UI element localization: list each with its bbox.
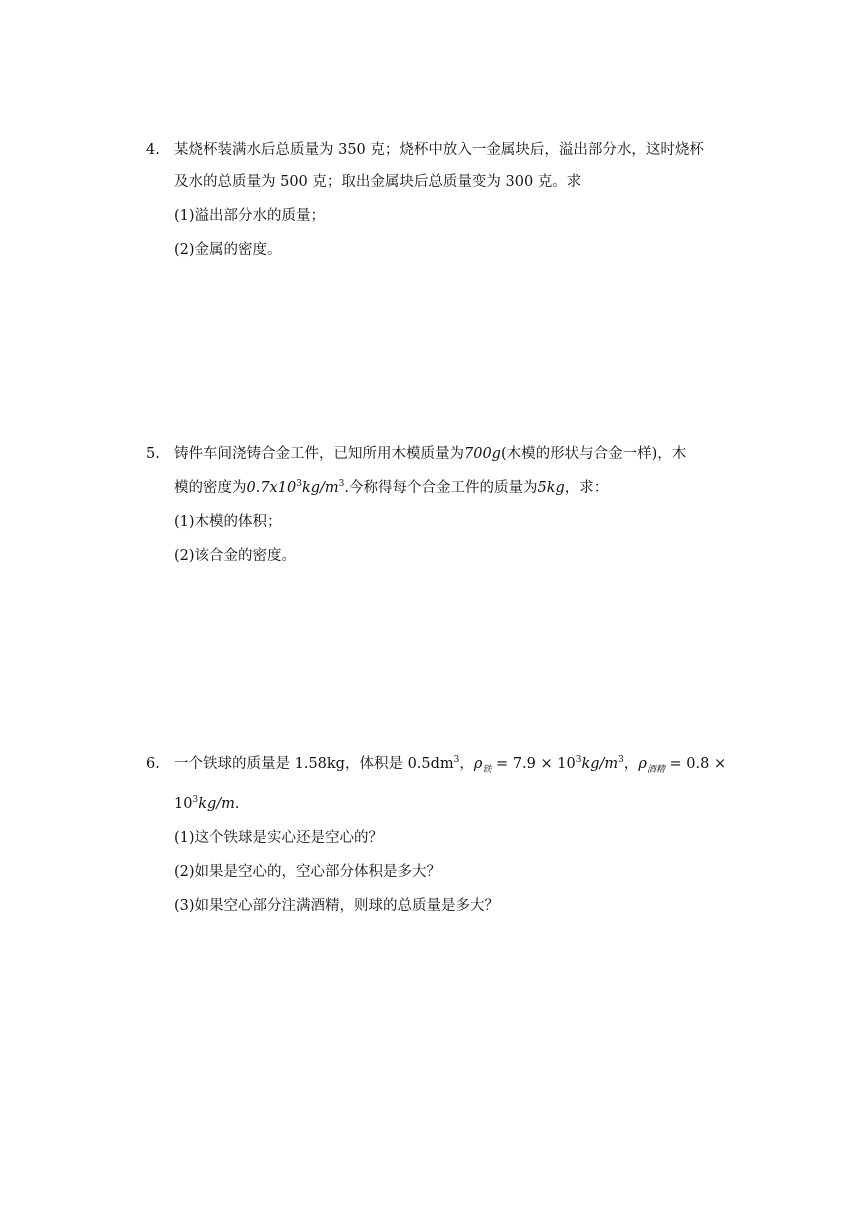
math-value: = 7.9 × 10 [491,756,576,772]
text-segment: 一个铁球的质量是 [174,756,290,772]
math-unit: kg/m. [198,796,240,812]
question-number: 6. [146,756,160,772]
text-segment: (木模的形状与合金一样)，木 [500,446,687,462]
text-segment: ，求： [564,480,609,496]
sub-question: (3)如果空心部分注满酒精，则球的总质量是多大？ [174,898,500,914]
math-value: 10 [174,796,193,812]
text-segment: 模的密度为 [174,480,247,496]
subscript: 酒精 [646,765,665,775]
sub-question: (2)如果是空心的，空心部分体积是多大？ [174,864,442,880]
math-value: = 0.8 × [664,756,727,772]
subscript: 铁 [482,765,492,775]
sub-question: (1)木模的体积； [174,514,282,530]
math-value: 0.5dm [407,756,454,772]
math-value: 1.58kg [294,756,345,772]
text-segment: ， [459,756,474,772]
question-text-line [174,444,686,464]
sub-question: (2)该合金的密度。 [174,548,297,564]
rho-symbol: ρ [638,756,647,772]
question-text-line: 某烧杯装满水后总质量为 350 克；烧杯中放入一金属块后，溢出部分水，这时烧杯 [174,142,704,158]
question-number: 4. [146,142,160,158]
math-unit: kg/m [301,480,339,496]
sub-question: (1)溢出部分水的质量； [174,208,326,224]
superscript: 3 [338,479,345,489]
sub-question: (2)金属的密度。 [174,242,282,258]
math-value: 0.7x10 [246,480,297,496]
text-segment: .今称得每个合金工件的质量为 [344,480,538,496]
superscript: 3 [296,479,302,489]
text-segment: 铸件车间浇铸合金工件，已知所用木模质量为 [174,446,464,462]
question-number: 5. [146,446,160,462]
math-value: 5kg [537,480,565,496]
rho-symbol: ρ [473,756,483,772]
superscript: 3 [192,795,199,805]
question-text-line [174,478,608,498]
superscript: 3 [618,755,624,765]
sub-question: (1)这个铁球是实心还是空心的？ [174,830,384,846]
question-text-line [174,754,726,774]
text-segment: ，体积是 [344,756,403,772]
question-text-line: 及水的总质量为 500 克；取出金属块后总质量变为 300 克。求 [174,174,582,190]
superscript: 3 [575,755,582,765]
text-segment: ， [623,756,639,772]
math-value: 700g [464,446,501,462]
math-unit: kg/m [581,756,619,772]
superscript: 3 [453,755,460,765]
question-text-line [174,794,240,814]
